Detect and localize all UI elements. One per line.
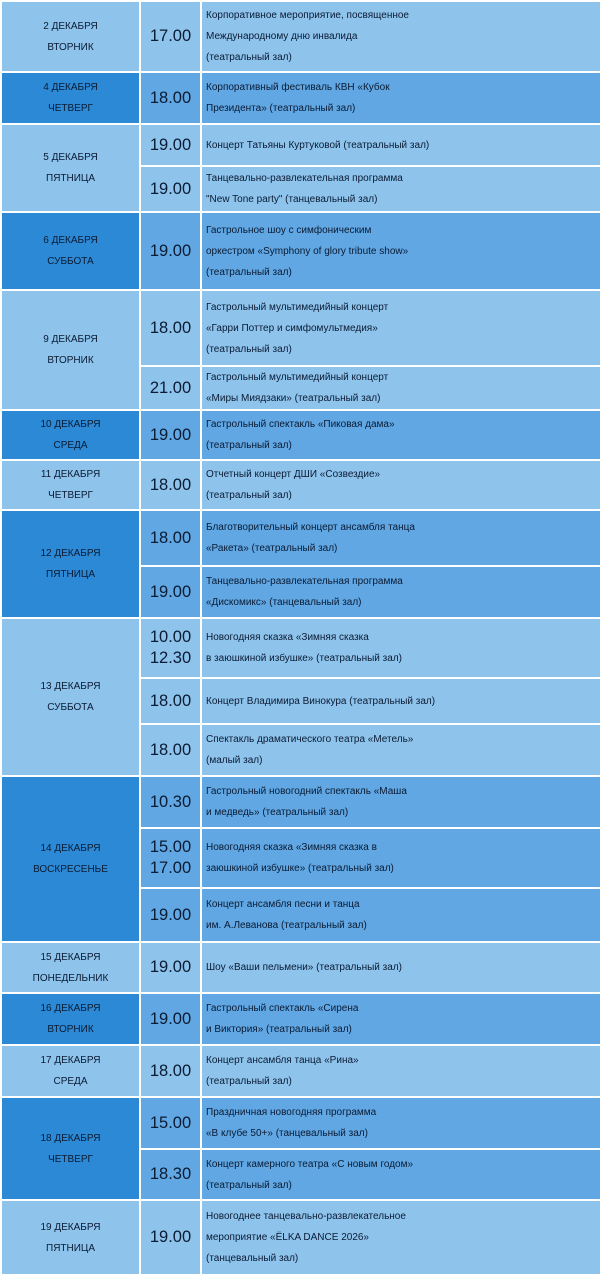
event-description-cell xyxy=(201,942,600,993)
day-cell xyxy=(1,212,140,290)
event-time: 19.00 xyxy=(149,179,192,198)
event-description-line: оркестром «Symphony of glory tribute show» xyxy=(206,245,409,257)
event-description-line: (театральный зал) xyxy=(206,343,292,355)
event-description-line: «Миры Миядзаки» (театральный зал) xyxy=(206,393,381,404)
event-description-line: Концерт камерного театра «С новым годом» xyxy=(206,1158,414,1170)
event-time-cell xyxy=(140,828,201,888)
day-weekday: ВТОРНИК xyxy=(47,355,94,366)
day-date: 16 ДЕКАБРЯ xyxy=(40,1003,101,1014)
day-cell xyxy=(1,1097,140,1200)
event-description-cell xyxy=(201,290,600,366)
event-description-line: Международному дню инвалида xyxy=(206,31,358,42)
day-weekday: ЧЕТВЕРГ xyxy=(48,103,93,114)
event-time-cell xyxy=(140,618,201,678)
event-description-cell xyxy=(201,124,600,166)
day-cell xyxy=(1,776,140,942)
day-weekday: ПОНЕДЕЛЬНИК xyxy=(32,972,109,984)
event-time: 18.00 xyxy=(149,1061,192,1080)
event-description-line: «Гарри Поттер и симфомультмедия» xyxy=(206,322,378,334)
event-description-line: Новогодняя сказка «Зимняя сказка в xyxy=(206,842,377,853)
schedule-row xyxy=(1,776,600,828)
event-time: 19.00 xyxy=(149,425,192,444)
day-cell xyxy=(1,1200,140,1275)
event-time: 12.30 xyxy=(149,649,192,667)
day-date: 5 ДЕКАБРЯ xyxy=(43,152,98,163)
event-time: 19.00 xyxy=(149,905,192,924)
event-description-line: (театральный зал) xyxy=(206,440,292,451)
event-description-cell xyxy=(201,888,600,942)
event-time-cell xyxy=(140,888,201,942)
day-date: 14 ДЕКАБРЯ xyxy=(40,843,101,854)
event-description-line: Новогоднее танцевально-развлекательное xyxy=(206,1211,406,1222)
event-time-cell xyxy=(140,510,201,566)
event-description-line: Благотворительный концерт ансамбля танца xyxy=(206,522,415,533)
schedule-row xyxy=(1,1097,600,1149)
schedule-row xyxy=(1,993,600,1045)
day-date: 10 ДЕКАБРЯ xyxy=(40,419,101,430)
event-time-cell xyxy=(140,1045,201,1097)
event-description-line: «В клубе 50+» (танцевальный зал) xyxy=(206,1128,368,1139)
event-time-cell xyxy=(140,993,201,1045)
event-time-cell xyxy=(140,72,201,124)
day-date: 9 ДЕКАБРЯ xyxy=(43,334,98,345)
event-time: 19.00 xyxy=(149,241,192,260)
schedule-row xyxy=(1,124,600,166)
event-description-line: Танцевально-развлекательная программа xyxy=(206,173,403,184)
day-date: 17 ДЕКАБРЯ xyxy=(40,1055,101,1066)
day-date: 2 ДЕКАБРЯ xyxy=(43,20,98,32)
event-time-cell xyxy=(140,1,201,72)
event-time: 17.00 xyxy=(149,859,192,877)
event-time-cell xyxy=(140,1149,201,1200)
schedule-row xyxy=(1,1045,600,1097)
event-description-cell xyxy=(201,460,600,510)
event-description-line: Праздничная новогодняя программа xyxy=(206,1107,377,1118)
day-cell xyxy=(1,942,140,993)
event-description-cell xyxy=(201,828,600,888)
schedule-row xyxy=(1,942,600,993)
event-description-line: и Виктория» (театральный зал) xyxy=(206,1024,352,1035)
event-description-cell xyxy=(201,1097,600,1149)
event-time: 18.00 xyxy=(149,318,192,337)
event-description-line: Концерт Татьяны Куртуковой (театральный зал) xyxy=(206,139,430,151)
schedule-row xyxy=(1,1200,600,1275)
event-description-line: (театральный зал) xyxy=(206,266,292,278)
event-description-line: Концерт ансамбля танца «Рина» xyxy=(206,1055,359,1066)
event-description-line: мероприятие «ЁLKA DANCE 2026» xyxy=(206,1232,369,1243)
schedule-row xyxy=(1,72,600,124)
day-cell xyxy=(1,510,140,618)
event-description-line: (малый зал) xyxy=(206,755,263,766)
event-description-cell xyxy=(201,410,600,460)
event-time: 19.00 xyxy=(149,135,192,154)
day-weekday: ЧЕТВЕРГ xyxy=(48,1153,93,1165)
event-time: 18.00 xyxy=(149,475,192,494)
event-description-line: "New Tone party" (танцевальный зал) xyxy=(206,194,378,205)
event-description-line: Гастрольное шоу с симфоническим xyxy=(206,224,372,236)
event-description-cell xyxy=(201,724,600,776)
event-description-line: Шоу «Ваши пельмени» (театральный зал) xyxy=(206,962,402,973)
event-description-line: «Дискомикс» (танцевальный зал) xyxy=(206,597,362,608)
day-cell xyxy=(1,1,140,72)
event-description-cell xyxy=(201,1045,600,1097)
event-time-cell xyxy=(140,678,201,724)
schedule-row xyxy=(1,460,600,510)
day-cell xyxy=(1,460,140,510)
event-description-line: Спектакль драматического театра «Метель» xyxy=(206,734,414,745)
schedule-body xyxy=(1,1,600,1275)
day-weekday: СУББОТА xyxy=(47,256,94,267)
event-description-line: Корпоративное мероприятие, посвященное xyxy=(206,10,409,21)
event-description-line: Президента» (театральный зал) xyxy=(206,103,356,114)
event-time: 18.30 xyxy=(149,1165,192,1183)
event-time-cell xyxy=(140,1200,201,1275)
day-cell xyxy=(1,1045,140,1097)
day-weekday: СУББОТА xyxy=(47,702,94,713)
day-weekday: ВОСКРЕСЕНЬЕ xyxy=(33,864,108,875)
event-description-line: Концерт Владимира Винокура (театральный зал) xyxy=(206,695,436,707)
day-cell xyxy=(1,993,140,1045)
day-date: 4 ДЕКАБРЯ xyxy=(43,82,98,93)
day-weekday: СРЕДА xyxy=(53,440,88,451)
event-description-line: (танцевальный зал) xyxy=(206,1253,299,1264)
day-date: 18 ДЕКАБРЯ xyxy=(40,1132,101,1144)
schedule-row xyxy=(1,510,600,566)
day-date: 12 ДЕКАБРЯ xyxy=(40,548,101,559)
event-time-cell xyxy=(140,566,201,618)
day-date: 13 ДЕКАБРЯ xyxy=(40,681,101,692)
day-date: 6 ДЕКАБРЯ xyxy=(43,235,98,246)
event-description-cell xyxy=(201,618,600,678)
event-description-cell xyxy=(201,366,600,410)
event-description-line: (театральный зал) xyxy=(206,52,292,63)
event-time: 18.00 xyxy=(149,88,192,107)
event-time: 18.00 xyxy=(149,740,192,759)
event-description-line: Концерт ансамбля песни и танца xyxy=(206,899,360,910)
event-description-line: заюшкиной избушке» (театральный зал) xyxy=(206,863,394,874)
day-weekday: ВТОРНИК xyxy=(47,1024,94,1035)
event-description-line: Корпоративный фестиваль КВН «Кубок xyxy=(206,82,390,93)
schedule-row xyxy=(1,290,600,366)
event-description-line: Гастрольный новогодний спектакль «Маша xyxy=(206,786,407,797)
day-weekday: ВТОРНИК xyxy=(47,41,94,53)
day-cell xyxy=(1,124,140,212)
day-date: 11 ДЕКАБРЯ xyxy=(40,469,101,480)
event-time-cell xyxy=(140,1097,201,1149)
schedule-row xyxy=(1,1,600,72)
day-weekday: ПЯТНИЦА xyxy=(46,173,95,184)
event-time: 18.00 xyxy=(149,691,192,710)
event-description-cell xyxy=(201,510,600,566)
event-description-line: (театральный зал) xyxy=(206,1179,292,1191)
event-time-cell xyxy=(140,124,201,166)
event-time: 18.00 xyxy=(149,528,192,547)
event-description-cell xyxy=(201,993,600,1045)
event-description-cell xyxy=(201,166,600,212)
event-description-cell xyxy=(201,776,600,828)
event-time-cell xyxy=(140,460,201,510)
event-time: 19.00 xyxy=(149,1228,192,1246)
event-time-cell xyxy=(140,724,201,776)
event-description-cell xyxy=(201,212,600,290)
event-time: 15.00 xyxy=(149,1113,192,1132)
event-time: 10.30 xyxy=(149,792,192,811)
day-cell xyxy=(1,72,140,124)
schedule-row xyxy=(1,618,600,678)
event-description-line: «Ракета» (театральный зал) xyxy=(206,543,338,554)
event-time-cell xyxy=(140,776,201,828)
event-description-line: Отчетный концерт ДШИ «Созвездие» xyxy=(206,469,381,480)
day-cell xyxy=(1,618,140,776)
event-description-line: Танцевально-развлекательная программа xyxy=(206,576,403,587)
event-time-cell xyxy=(140,410,201,460)
event-description-cell xyxy=(201,72,600,124)
event-time-cell xyxy=(140,366,201,410)
event-description-line: (театральный зал) xyxy=(206,1076,292,1087)
event-description-cell xyxy=(201,678,600,724)
schedule-row xyxy=(1,410,600,460)
event-description-line: Гастрольный спектакль «Пиковая дама» xyxy=(206,419,395,430)
event-time-cell xyxy=(140,290,201,366)
event-description-line: им. А.Леванова (театральный зал) xyxy=(206,920,367,931)
event-description-line: Гастрольный спектакль «Сирена xyxy=(206,1003,359,1014)
event-description-line: Новогодняя сказка «Зимняя сказка xyxy=(206,632,369,643)
event-time: 19.00 xyxy=(149,958,192,976)
day-date: 19 ДЕКАБРЯ xyxy=(40,1221,101,1233)
event-time-cell xyxy=(140,212,201,290)
day-cell xyxy=(1,290,140,410)
event-time: 19.00 xyxy=(149,582,192,601)
event-description-line: Гастрольный мультимедийный концерт xyxy=(206,372,389,383)
event-description-line: в заюшкиной избушке» (театральный зал) xyxy=(206,653,402,664)
day-date: 15 ДЕКАБРЯ xyxy=(40,951,101,963)
day-weekday: ПЯТНИЦА xyxy=(46,569,95,580)
day-cell xyxy=(1,410,140,460)
event-description-line: Гастрольный мультимедийный концерт xyxy=(206,301,389,313)
event-description-line: (театральный зал) xyxy=(206,490,292,501)
event-description-cell xyxy=(201,1200,600,1275)
event-description-cell xyxy=(201,566,600,618)
day-weekday: СРЕДА xyxy=(53,1076,88,1087)
day-weekday: ЧЕТВЕРГ xyxy=(48,490,93,501)
event-time: 10.00 xyxy=(149,628,192,646)
event-time-cell xyxy=(140,942,201,993)
event-time: 15.00 xyxy=(149,838,192,856)
day-weekday: ПЯТНИЦА xyxy=(46,1242,95,1254)
schedule-row xyxy=(1,212,600,290)
event-description-line: и медведь» (театральный зал) xyxy=(206,807,349,818)
event-time: 19.00 xyxy=(149,1009,192,1028)
event-description-cell xyxy=(201,1149,600,1200)
event-description-cell xyxy=(201,1,600,72)
event-time: 21.00 xyxy=(149,378,192,397)
event-time-cell xyxy=(140,166,201,212)
event-time: 17.00 xyxy=(149,27,192,45)
